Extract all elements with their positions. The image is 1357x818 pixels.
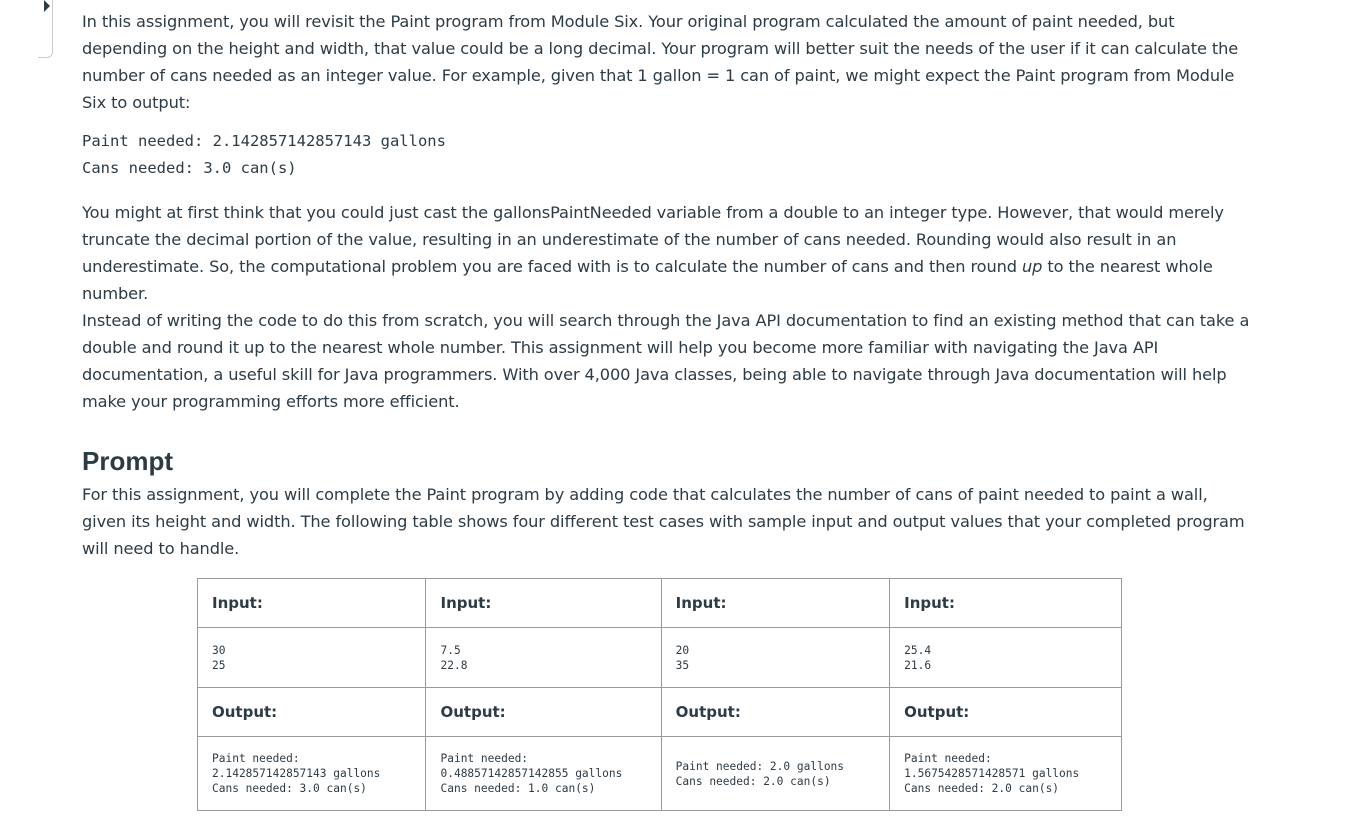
input-value-cell: 20 35 [661,628,889,688]
assignment-content [82,8,1252,562]
input-header-cell: Input: [198,579,426,628]
intro-paragraph-3: Instead of writing the code to do this from scratch, you will search through the Java API documentation to find an existing method that can take a double and round it up to the nearest whole number. This assignment will help you become more familiar with navigating the Java API documentation, a useful skill for Java programmers. With over 4,000 Java classes, being able to navigate through Java documentation will help make your programming efforts more efficient. [82,311,1250,411]
input-header-cell: Input: [890,579,1122,628]
code-line-paint: Paint needed: 2.142857142857143 gallons [82,132,446,150]
input-header-row [198,579,1122,628]
prompt-heading: Prompt [82,446,173,476]
example-output-code [82,128,1252,182]
test-cases-table [197,578,1122,811]
output-values-row [198,737,1122,811]
input-header-cell: Input: [661,579,889,628]
output-header-cell: Output: [198,688,426,737]
prompt-paragraph: For this assignment, you will complete the Paint program by adding code that calculates the number of cans of paint needed to paint a wall, given its height and width. The following table shows four different test cases with sample input and output values that your completed program will need to handle. [82,485,1245,558]
code-line-cans: Cans needed: 3.0 can(s) [82,159,297,177]
output-value-cell: Paint needed: 2.142857142857143 gallons Cans needed: 3.0 can(s) [198,737,426,811]
intro-paragraph-1: In this assignment, you will revisit the Paint program from Module Six. Your original program calculated the amount of paint needed, but depending on the height and width, that value could be a long decimal. Your program will better suit the needs of the user if it can calculate the number of cans needed as an integer value. For example, given that 1 gallon = 1 can of paint, we might expect the Paint program from Module Six to output: [82,12,1239,112]
input-values-row [198,628,1122,688]
input-header-cell: Input: [426,579,661,628]
paragraph-2-end: to the nearest whole number. [82,257,1213,303]
output-value-cell: Paint needed: 2.0 gallons Cans needed: 2.0 can(s) [661,737,889,811]
expand-arrow-icon[interactable] [44,0,50,12]
emphasis-up: up [1022,257,1043,276]
output-value-cell: Paint needed: 0.48857142857142855 gallons Cans needed: 1.0 can(s) [426,737,661,811]
intro-paragraph-2 [82,199,1252,307]
input-value-cell: 25.4 21.6 [890,628,1122,688]
output-header-cell: Output: [890,688,1122,737]
output-header-row [198,688,1122,737]
output-value-cell: Paint needed: 1.5675428571428571 gallons Cans needed: 2.0 can(s) [890,737,1122,811]
output-header-cell: Output: [426,688,661,737]
output-header-cell: Output: [661,688,889,737]
paragraph-2-text: You might at first think that you could just cast the gallonsPaintNeeded variable from a double to an integer type. However, that would merely truncate the decimal portion of the value, resulting in an underestimate of the number of cans needed. Rounding would also result in an underestimate. So, the computational problem you are faced with is to calculate the number of cans and then round [82,203,1224,276]
input-value-cell: 7.5 22.8 [426,628,661,688]
input-value-cell: 30 25 [198,628,426,688]
